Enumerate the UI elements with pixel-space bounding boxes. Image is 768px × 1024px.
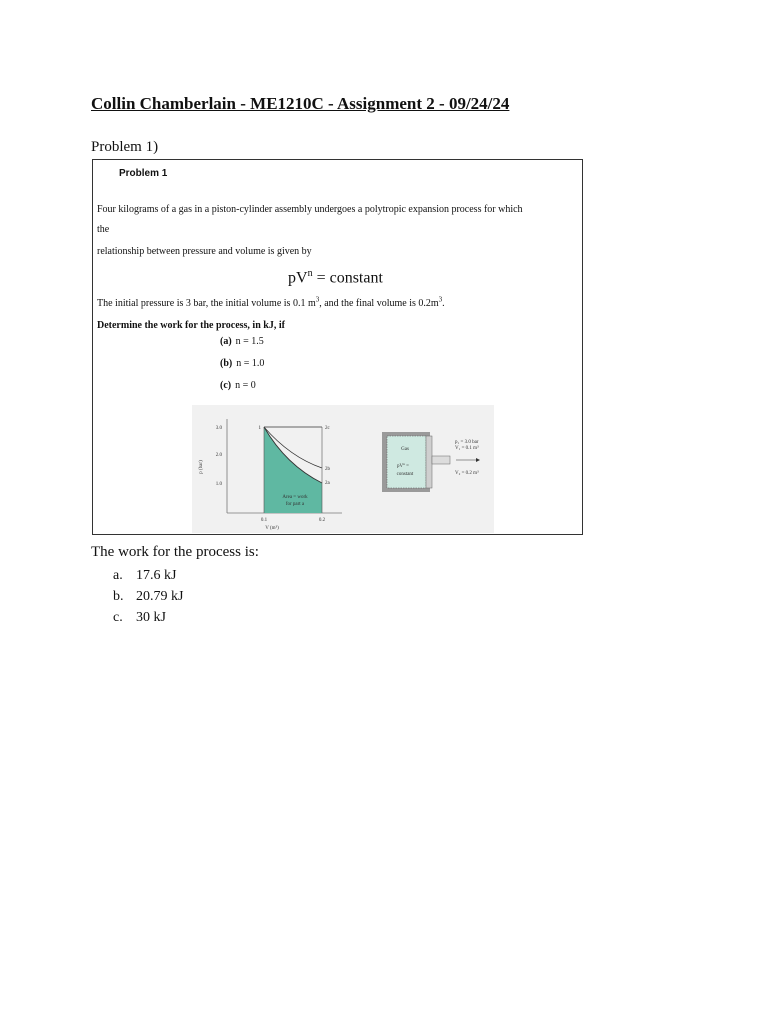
answer-b-label: b. [113,589,124,604]
process-label-1: $pV^n$ = [397,462,409,469]
part-a [220,336,264,347]
part-b-label: (b) [220,358,233,369]
initial-sup-2: 3 [438,295,443,304]
answer-b-text: 20.79 kJ [136,589,184,604]
piston-head [426,436,432,488]
p1-label: p₁ = 3.0 bar [455,440,479,445]
xtick-01: 0.1 [260,518,268,523]
equation-base: pV [288,269,308,287]
part-c-text: n = 0 [235,380,256,391]
initial-sup-1: 3 [315,295,320,304]
xtick-02: 0.2 [318,518,326,523]
point-label-2a: 2a [325,481,330,486]
point-label-2b: 2b [325,467,330,472]
answer-item-a [113,565,183,586]
area-label-1: Area = work [282,495,308,500]
initial-text-end: . [442,298,445,309]
ytick-3: 3.0 [215,426,222,431]
part-a-text: n = 1.5 [235,336,264,347]
part-b-text: n = 1.0 [236,358,265,369]
part-a-label: (a) [220,336,232,347]
v2-label: V₂ = 0.2 m³ [455,471,479,476]
question-text: Determine the work for the process, in kJ, if [97,320,285,331]
part-c-label: (c) [220,380,232,391]
figure-image [192,405,494,533]
problem-heading: Problem 1) [91,139,159,155]
problem-text-line-1: Four kilograms of a gas in a piston-cylinder assembly undergoes a polytropic expansion process for which [97,204,523,215]
point-label-2c: 2c [325,426,330,431]
answer-c-label: c. [113,610,123,625]
gas-label: Gas [401,447,409,452]
problem-box-title: Problem 1 [119,168,168,179]
answer-c-text: 30 kJ [136,610,166,625]
ytick-1: 1.0 [215,482,222,487]
answer-item-c [113,607,183,628]
problem-text-line-2: the [97,224,110,235]
answer-intro: The work for the process is: [91,544,259,560]
answer-a-label: a. [113,568,123,583]
answer-item-b [113,586,183,607]
pv-diagram [199,419,342,531]
answer-a-text: 17.6 kJ [136,568,177,583]
equation-rest: = constant [312,269,383,287]
equation-exponent: n [307,268,313,279]
problem-text-line-3: relationship between pressure and volume is given by [97,246,312,257]
piston-rod [432,456,450,464]
initial-text-b: , and the final volume is 0.2m [319,298,439,309]
figure-svg [192,405,494,533]
cylinder-gas [387,436,426,488]
problem-box [92,159,583,535]
point-label-1: 1 [258,426,261,431]
document-title: Collin Chamberlain - ME1210C - Assignment 2 - 09/24/24 [91,94,510,113]
process-label-2: constant [396,472,414,477]
piston-cylinder [382,432,480,492]
part-b [220,358,264,369]
area-label-2: for part a [285,502,305,507]
y-axis-label: p (bar) [199,460,204,474]
ytick-2: 2.0 [215,453,222,458]
initial-text-a: The initial pressure is 3 bar, the initial volume is 0.1 m [97,298,316,309]
v1-label: V₁ = 0.1 m³ [455,446,479,451]
x-axis-label: V (m³) [265,526,279,531]
initial-conditions [97,295,445,309]
answer-list [113,565,183,628]
part-c [220,380,256,391]
arrow-head [476,458,480,462]
equation [288,268,383,287]
